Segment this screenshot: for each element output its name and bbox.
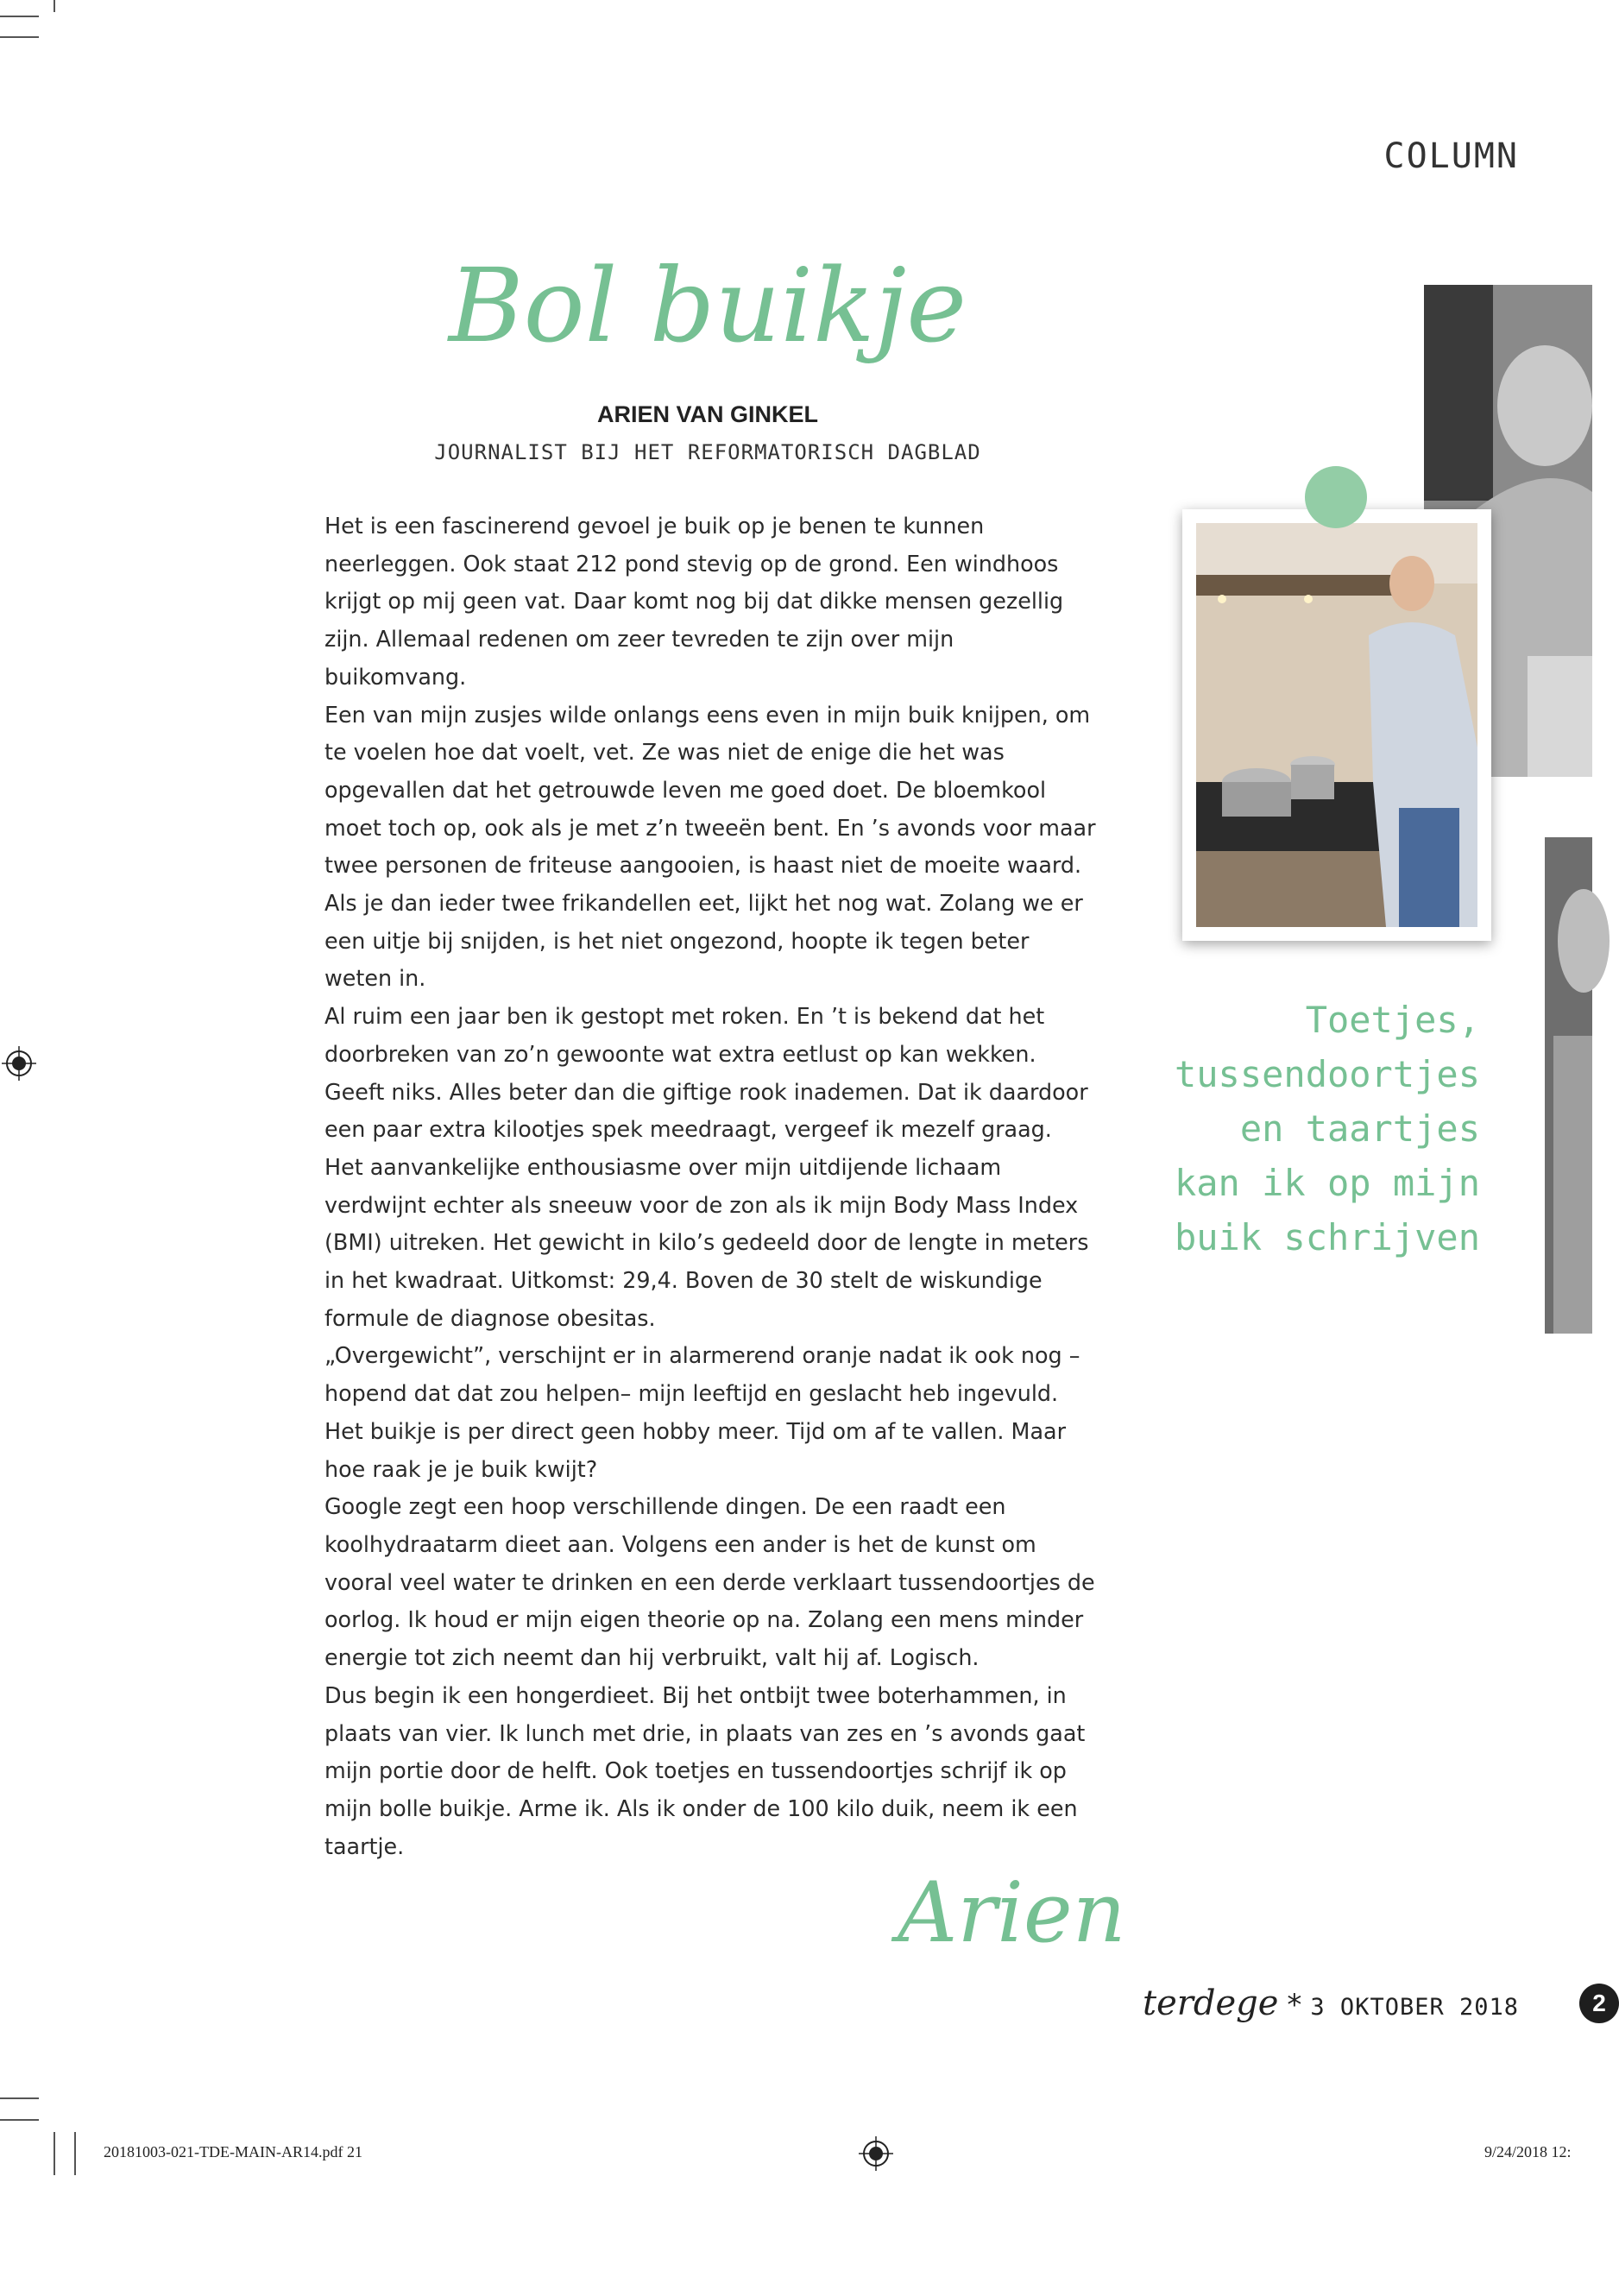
- crop-mark: [54, 0, 55, 12]
- crop-mark: [0, 2097, 39, 2099]
- photo-author-side: [1545, 837, 1592, 1334]
- crop-mark: [0, 16, 39, 17]
- article-title: Bol buikje: [448, 246, 967, 365]
- photo-kitchen: [1196, 523, 1477, 927]
- crop-mark: [0, 2119, 39, 2121]
- separator-icon: *: [1287, 1988, 1302, 2022]
- paragraph: Al ruim een jaar ben ik gestopt met roken. En ’t is bekend dat het doorbreken van zo’n gewoonte wat extra eetlust op kan wekken. Geeft niks. Alles beter dan die giftige rook inademen. Dat ik daardoor een paar extra kilootjes spek meedraagt, vergeef ik mezelf graag.: [324, 1003, 1088, 1143]
- paragraph: „Overgewicht”, verschijnt er in alarmerend oranje nadat ik ook nog –hopend dat dat zou helpen– mijn leeftijd en geslacht heb ingevuld. Het buikje is per direct geen hobby meer. Tijd om af te vallen. Maar hoe raak je je buik kwijt?: [324, 1342, 1080, 1482]
- print-slug-filename: 20181003-021-TDE-MAIN-AR14.pdf 21: [104, 2143, 362, 2160]
- decorative-dot: [1305, 466, 1367, 528]
- paragraph: Het is een fascinerend gevoel je buik op je benen te kunnen neerleggen. Ook staat 212 pond stevig op de grond. Een windhoos krijgt op mij geen vat. Daar komt nog bij dat dikke mensen gezellig zijn. Allemaal redenen om zeer tevreden te zijn over mijn buikomvang.: [324, 513, 1064, 690]
- signature: Arien: [898, 1864, 1126, 1961]
- paragraph: Google zegt een hoop verschillende dingen. De een raadt een koolhydraatarm dieet aan. Volgens een ander is het de kunst om vooral veel water te drinken en een derde verklaart tussendoortjes de oorlog. Ik houd er mijn eigen theorie op na. Zolang een mens minder energie tot zich neemt dan hij verbruikt, valt hij af. Logisch.: [324, 1493, 1095, 1671]
- page-number-badge: 2: [1579, 1984, 1619, 2023]
- crop-mark: [74, 2132, 76, 2175]
- print-slug-timestamp: 9/24/2018 12:: [1484, 2143, 1572, 2160]
- crop-mark: [0, 36, 39, 38]
- pull-quote: Toetjes, tussendoortjes en taartjes kan ik op mijn buik schrijven: [1174, 999, 1480, 1258]
- section-label: COLUMN: [1383, 136, 1519, 176]
- photo-polaroid: [1182, 509, 1491, 941]
- author-name: ARIEN VAN GINKEL: [596, 401, 818, 427]
- paragraph: Een van mijn zusjes wilde onlangs eens even in mijn buik knijpen, om te voelen hoe dat voelt, vet. Ze was niet de enige die het was opgevallen dat het getrouwde leven me goed doet. De bloemkool moet toch op, ook als je met z’n tweeën bent. En ’s avonds voor maar twee personen de friteuse aangooien, is haast niet de moeite waard. Als je dan ieder twee frikandellen eet, lijkt het nog wat. Zolang we er een uitje bij snijden, is het niet ongezond, hoopte ik tegen beter weten in.: [324, 701, 1096, 992]
- crop-mark: [54, 2132, 55, 2175]
- paragraph: Het aanvankelijke enthousiasme over mijn uitdijende lichaam verdwijnt echter als sneeuw voor de zon als ik mijn Body Mass Index (BMI) uitreken. Het gewicht in kilo’s gedeeld door de lengte in meters in het kwadraat. Uitkomst: 29,4. Boven de 30 stelt de wiskundige formule de diagnose obesitas.: [324, 1153, 1089, 1331]
- article-body: [324, 508, 1097, 1865]
- paragraph: Dus begin ik een hongerdieet. Bij het ontbijt twee boterhammen, in plaats van vier. Ik lunch met drie, in plaats van zes en ’s avonds gaat mijn portie door de helft. Ook toetjes en tussendoortjes schrijf ik op mijn bolle buikje. Arme ik. Als ik onder de 100 kilo duik, neem ik een taartje.: [324, 1681, 1086, 1859]
- registration-mark-icon: [2, 1046, 36, 1081]
- author-role: JOURNALIST BIJ HET REFORMATORISCH DAGBLAD: [434, 440, 981, 464]
- page-footer: [1096, 1984, 1519, 2023]
- magazine-brand: terdege: [1143, 1984, 1279, 2023]
- issue-date: 3 OKTOBER 2018: [1310, 1994, 1519, 2021]
- registration-mark-icon: [859, 2136, 893, 2171]
